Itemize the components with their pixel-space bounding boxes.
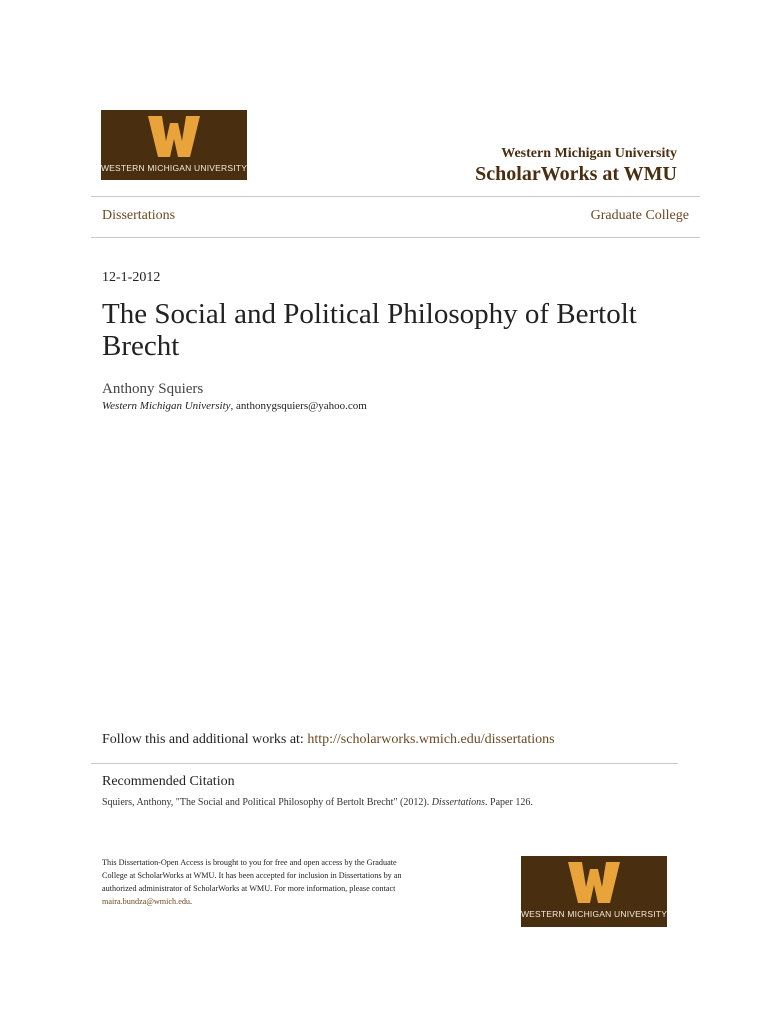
divider-top xyxy=(91,196,700,197)
follow-url-link[interactable]: http://scholarworks.wmich.edu/dissertations xyxy=(307,732,555,747)
access-notice xyxy=(102,856,402,908)
author-email: anthonygsquiers@yahoo.com xyxy=(236,400,367,412)
follow-line xyxy=(102,732,555,748)
institution-name: Western Michigan University xyxy=(501,146,677,161)
w-logo-icon xyxy=(567,859,621,905)
notice-end: . xyxy=(190,897,193,906)
notice-text: This Dissertation-Open Access is brought to you for free and open access by the Graduate College at ScholarWorks at WMU. It has been accepted for inclusion in Dissertations by an authorized administrator of ScholarWorks at WMU. For more information, please contact xyxy=(102,858,402,893)
nav-graduate-college-link[interactable]: Graduate College xyxy=(590,208,689,223)
affiliation-separator: , xyxy=(230,400,237,412)
divider-nav xyxy=(91,237,700,238)
author-affiliation xyxy=(102,400,367,412)
citation-text-before: Squiers, Anthony, "The Social and Political Philosophy of Bertolt Brecht" (2012). xyxy=(102,797,432,808)
repository-name: ScholarWorks at WMU xyxy=(475,163,677,185)
wmu-logo-top xyxy=(101,110,247,180)
institution-header xyxy=(475,146,677,186)
contact-email-link[interactable]: maira.bundza@wmich.edu xyxy=(102,897,191,906)
affiliation-name: Western Michigan University xyxy=(102,400,231,412)
citation-series: Dissertations xyxy=(431,797,486,808)
publication-date: 12-1-2012 xyxy=(102,270,161,285)
logo-text: WESTERN MICHIGAN UNIVERSITY xyxy=(520,909,668,919)
w-logo-icon xyxy=(147,113,201,159)
author-name: Anthony Squiers xyxy=(102,381,204,397)
citation-text-after: . Paper 126. xyxy=(485,797,533,808)
wmu-logo-bottom xyxy=(521,856,667,927)
divider-citation xyxy=(91,763,678,764)
paper-title: The Social and Political Philosophy of Bertolt Brecht xyxy=(102,298,637,362)
citation-heading: Recommended Citation xyxy=(102,774,235,789)
citation-text xyxy=(102,797,533,808)
nav-dissertations-link[interactable]: Dissertations xyxy=(102,208,176,223)
logo-text: WESTERN MICHIGAN UNIVERSITY xyxy=(100,163,248,173)
follow-label: Follow this and additional works at: xyxy=(102,732,308,747)
